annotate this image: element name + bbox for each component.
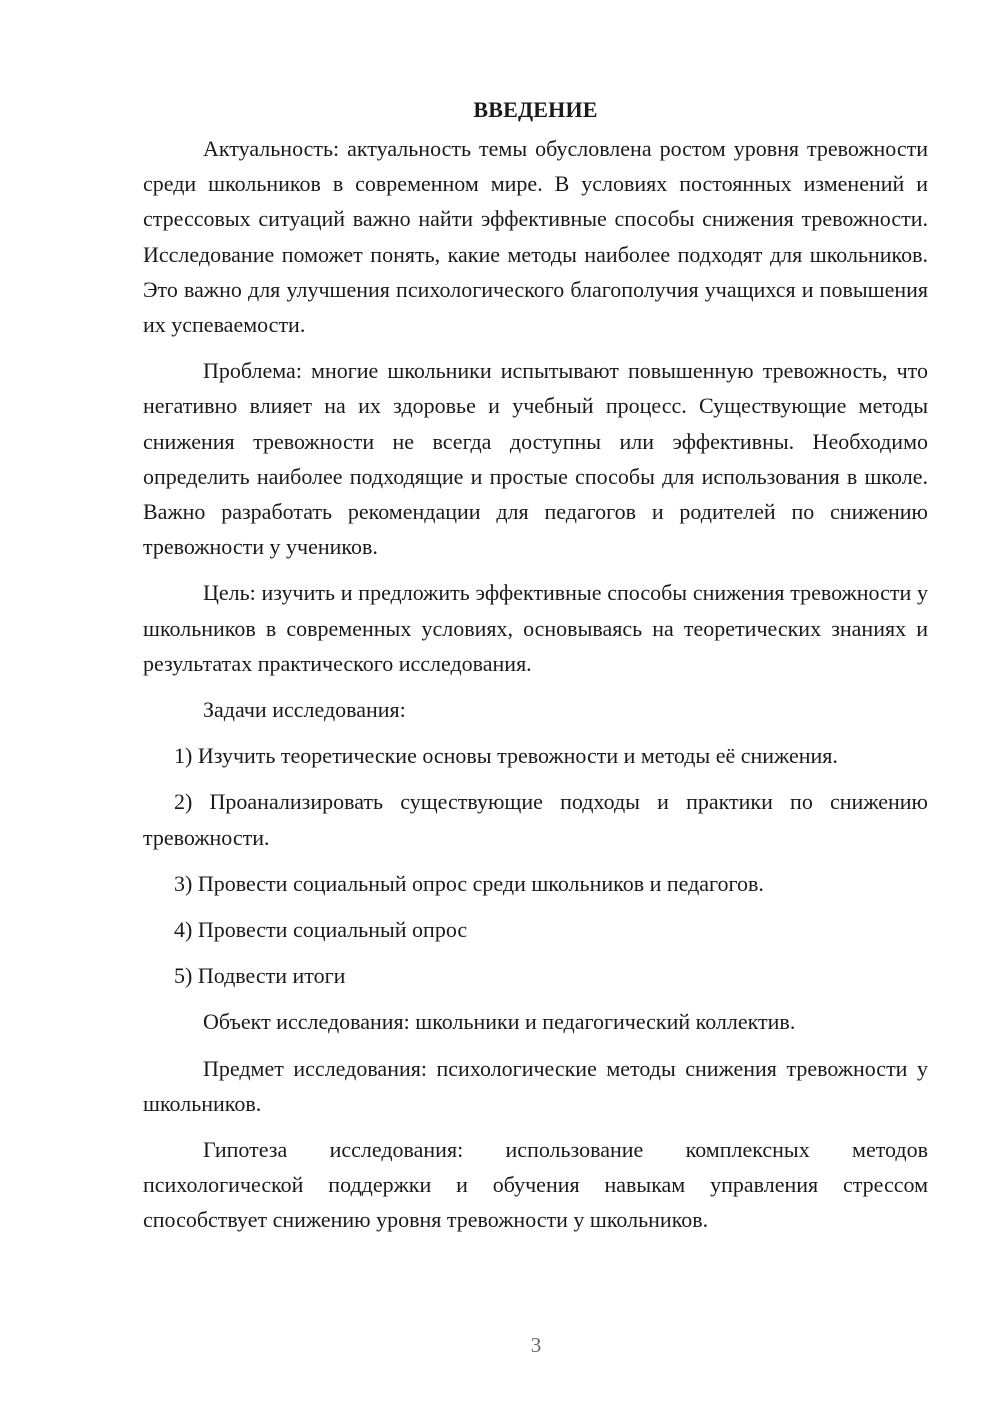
task-item-5: 5) Подвести итоги	[174, 963, 346, 989]
paragraph-hypothesis: Гипотеза исследования: использование комплексных методов психологической поддержки и обучения навыкам управления стрессом способствует снижению уровня тревожности у школьников.	[143, 1137, 928, 1233]
task-item-4: 4) Провести социальный опрос	[174, 917, 468, 943]
paragraph-relevance: Актуальность: актуальность темы обусловлена ростом уровня тревожности среди школьников в современном мире. В условиях постоянных изменений и стрессовых ситуаций важно найти эффективные способы снижения тревожности. Исследование поможет понять, какие методы наиболее подходят для школьников. Это важно для улучшения психологического благополучия учащихся и повышения их успеваемости.	[143, 136, 928, 338]
paragraph-subject: Предмет исследования: психологические методы снижения тревожности у школьников.	[143, 1055, 928, 1116]
document-page	[143, 92, 928, 1249]
section-heading: ВВЕДЕНИЕ	[473, 97, 598, 122]
task-item-1: 1) Изучить теоретические основы тревожности и методы её снижения.	[174, 743, 838, 769]
page-number: 3	[530, 1333, 542, 1357]
paragraph-tasks-heading: Задачи исследования:	[203, 697, 406, 723]
task-item-3: 3) Провести социальный опрос среди школьников и педагогов.	[174, 870, 764, 896]
paragraph-object: Объект исследования: школьники и педагогический коллектив.	[203, 1009, 796, 1035]
paragraph-goal: Цель: изучить и предложить эффективные способы снижения тревожности у школьников в современных условиях, основываясь на теоретических знаниях и результатах практического исследования.	[143, 580, 928, 676]
paragraph-problem: Проблема: многие школьники испытывают повышенную тревожность, что негативно влияет на их здоровье и учебный процесс. Существующие методы снижения тревожности не всегда доступны или эффективны. Необходимо определить наиболее подходящие и простые способы для использования в школе. Важно разработать рекомендации для педагогов и родителей по снижению тревожности у учеников.	[143, 358, 928, 560]
task-item-2: 2) Проанализировать существующие подходы и практики по снижению тревожности.	[143, 789, 928, 850]
